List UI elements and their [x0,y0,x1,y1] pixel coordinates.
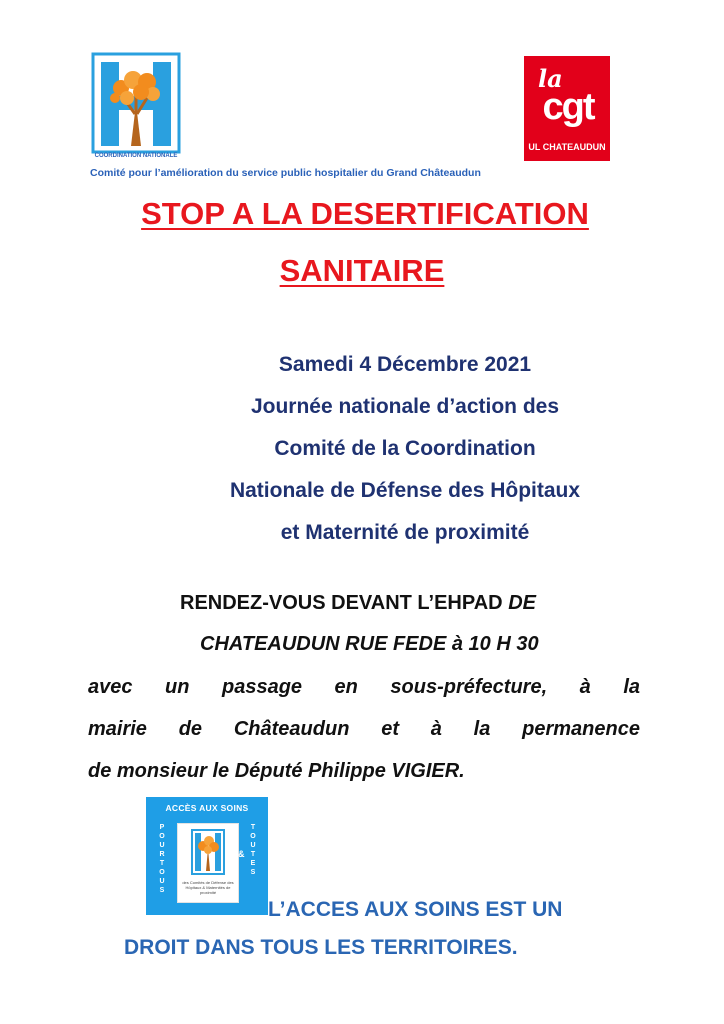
coordination-logo-graphic [91,52,181,164]
coordination-nationale-logo [91,52,181,164]
cgt-logo-ul: UL CHATEAUDUN [528,142,606,152]
acces-logo-caption: des Comités de Défense des Hôpitaux & Maternités de proximité [182,880,234,895]
rendezvous-line-3: avec un passage en sous-préfecture, à la [88,676,640,698]
footer-line-1: L’ACCES AUX SOINS EST UN [268,898,563,921]
cgt-logo-la: la [538,64,563,93]
cgt-logo-cgt: cgt [542,86,594,128]
footer-line-2: DROIT DANS TOUS LES TERRITOIRES. [124,936,518,959]
acces-logo-ampersand: & [238,849,245,859]
headline-line-2: SANITAIRE [279,253,445,288]
cgt-logo [524,56,610,161]
acces-logo-inner [177,823,239,903]
rendezvous-line-2: CHATEAUDUN RUE FEDE à 10 H 30 [200,633,539,655]
event-line-5: et Maternité de proximité [280,521,530,544]
event-line-2: Journée nationale d’action des [250,395,560,418]
event-date: Samedi 4 Décembre 2021 [278,353,532,376]
acces-aux-soins-logo [146,797,268,915]
event-line-3: Comité de la Coordination [274,437,536,460]
committee-subtitle: Comité pour l’amélioration du service public hospitalier du Grand Châteaudun [90,167,481,179]
acces-logo-tree-icon [178,824,238,880]
acces-logo-title: ACCÈS AUX SOINS [165,803,249,813]
rendezvous-line-1-italic: DE [508,592,536,614]
rendezvous-line-1-main: RENDEZ-VOUS DEVANT L’EHPAD [180,592,509,614]
event-line-4: Nationale de Défense des Hôpitaux [229,479,581,502]
acces-logo-right-text: TOUTES [250,824,256,876]
headline-line-1: STOP A LA DESERTIFICATION [141,196,589,231]
rendezvous-line-4: mairie de Châteaudun et à la permanence [88,718,640,740]
coordination-logo-label: COORDINATION NATIONALE [94,153,178,159]
rendezvous-line-1 [180,592,660,615]
acces-logo-left-text: POUR TOUS [159,824,165,894]
rendezvous-line-5: de monsieur le Député Philippe VIGIER. [88,760,465,782]
